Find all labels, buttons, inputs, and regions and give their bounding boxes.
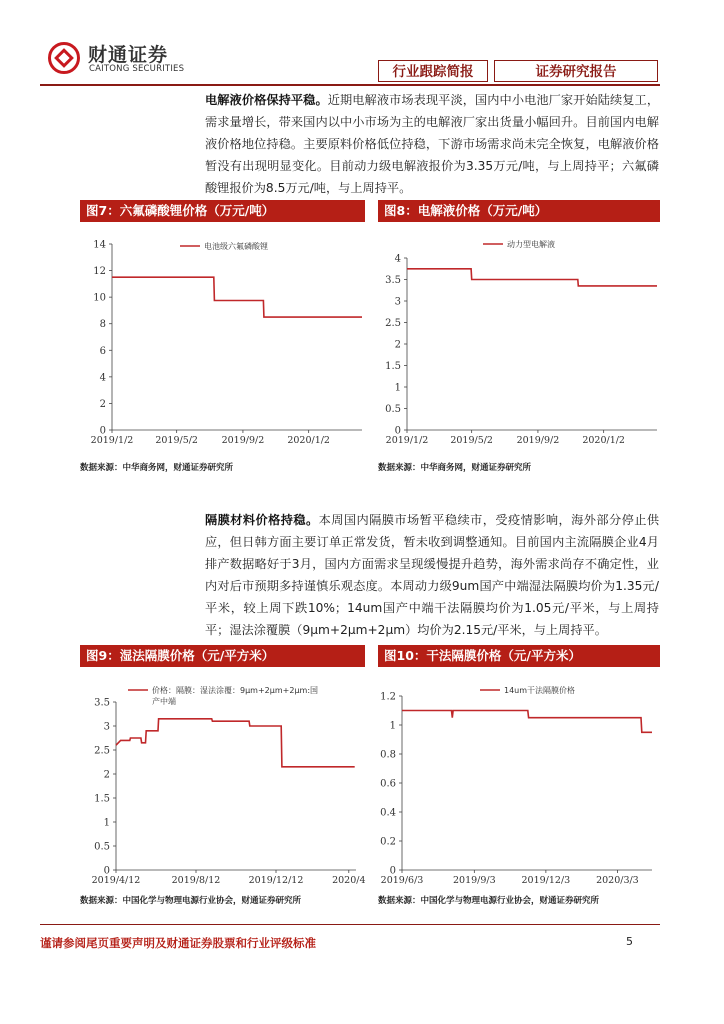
figure-8-title: 图8：电解液价格（万元/吨）	[378, 200, 660, 222]
y-tick-label: 2.5	[94, 745, 110, 757]
x-tick-label: 2019/9/2	[221, 435, 265, 446]
footer-disclaimer: 谨请参阅尾页重要声明及财通证券股票和行业评级标准	[40, 936, 316, 950]
x-tick-label: 2020/4	[332, 875, 366, 886]
paragraph-body: 近期电解液市场表现平淡，国内中小电池厂家开始陆续复工，需求量增长，带来国内以中小市场为主的电解液厂家出货量小幅回升。目前国内电解液价格地位持稳。主要原料价格低位持稳，下游市场需求尚未完全恢复，电解液价格暂没有出现明显变化。目前动力级电解液报价为3.35万元/吨，与上周持平；六氟磷酸锂报价为8.5万元/吨，与上周持平。	[205, 93, 660, 195]
y-tick-label: 1.2	[380, 691, 396, 703]
x-tick-label: 2019/5/2	[450, 435, 493, 446]
series-line	[402, 711, 652, 733]
y-tick-label: 0	[99, 425, 106, 437]
y-tick-label: 0.8	[380, 749, 396, 761]
y-tick-label: 6	[99, 345, 106, 357]
logo-icon	[48, 42, 80, 74]
x-tick-label: 2019/12/3	[521, 875, 571, 886]
x-tick-label: 2019/6/3	[380, 875, 424, 886]
figure-7-source: 数据来源：中华商务网，财通证券研究所	[80, 463, 234, 473]
x-tick-label: 2020/1/2	[287, 435, 330, 446]
y-tick-label: 3.5	[385, 275, 401, 286]
figure-8-source: 数据来源：中华商务网，财通证券研究所	[378, 463, 532, 473]
legend-label: 价格：隔膜：湿法涂覆：9μm+2μm+2μm:国产中端	[152, 686, 319, 706]
y-tick-label: 0	[394, 425, 401, 437]
series-line	[112, 277, 362, 317]
figure-9-chart	[80, 676, 370, 888]
y-tick-label: 1	[389, 720, 396, 732]
header-divider	[40, 84, 660, 86]
x-tick-label: 2019/5/2	[155, 435, 198, 446]
figure-9-title: 图9：湿法隔膜价格（元/平方米）	[80, 645, 365, 667]
report-type-tab: 行业跟踪简报	[378, 60, 488, 82]
y-tick-label: 0.5	[385, 404, 401, 415]
x-tick-label: 2019/4/12	[91, 875, 141, 886]
x-tick-label: 2019/1/2	[385, 435, 429, 446]
y-tick-label: 3.5	[94, 697, 110, 709]
x-tick-label: 2019/9/2	[516, 435, 560, 446]
page-number: 5	[626, 935, 633, 948]
y-tick-label: 8	[99, 319, 106, 331]
figure-10-chart	[372, 676, 662, 888]
y-tick-label: 3	[103, 721, 110, 733]
y-tick-label: 0	[389, 865, 396, 877]
y-tick-label: 14	[93, 239, 106, 251]
legend-label: 动力型电解液	[507, 240, 555, 249]
report-category-tab: 证券研究报告	[494, 60, 658, 82]
legend-label: 14um干法隔膜价格	[504, 686, 576, 695]
y-tick-label: 0.2	[380, 836, 396, 848]
paragraph-lead: 隔膜材料价格持稳。	[205, 513, 319, 527]
y-tick-label: 0.4	[380, 807, 396, 819]
figure-9-source: 数据来源：中国化学与物理电源行业协会，财通证券研究所	[80, 896, 302, 906]
logo-chinese-name: 财通证券	[88, 44, 169, 66]
y-tick-label: 1.5	[385, 361, 401, 372]
y-tick-label: 1	[103, 817, 110, 829]
x-tick-label: 2019/8/12	[171, 875, 221, 886]
y-tick-label: 2.5	[385, 318, 401, 329]
y-tick-label: 10	[93, 292, 106, 304]
x-tick-label: 2019/12/12	[248, 875, 304, 886]
y-tick-label: 4	[99, 372, 106, 384]
y-tick-label: 3	[394, 296, 401, 308]
y-tick-label: 1	[394, 382, 401, 394]
electrolyte-paragraph	[205, 89, 659, 199]
y-tick-label: 2	[99, 398, 106, 410]
footer-divider	[40, 924, 660, 925]
figure-10-source: 数据来源：中国化学与物理电源行业协会，财通证券研究所	[378, 896, 600, 906]
y-tick-label: 2	[103, 769, 110, 781]
y-tick-label: 1.5	[94, 793, 110, 805]
y-tick-label: 12	[93, 266, 106, 278]
figure-8-chart	[375, 236, 665, 446]
y-tick-label: 0.6	[380, 778, 396, 790]
legend-label: 电池级六氟磷酸锂	[204, 242, 268, 251]
figure-7-chart	[80, 236, 370, 446]
series-line	[116, 719, 355, 767]
x-tick-label: 2020/3/3	[596, 875, 639, 886]
y-tick-label: 2	[394, 339, 401, 351]
series-line	[407, 269, 657, 286]
y-tick-label: 0	[103, 865, 110, 877]
paragraph-lead: 电解液价格保持平稳。	[205, 93, 328, 107]
separator-paragraph	[205, 509, 659, 641]
paragraph-body: 本周国内隔膜市场暂平稳续市，受疫情影响，海外部分停止供应，但日韩方面主要订单正常发货，暂未收到调整通知。目前国内主流隔膜企业4月排产数据略好于3月，国内方面需求呈现缓慢提升趋势，海外需求尚存不确定性，业内对后市预期多持谨慎乐观态度。本周动力级9um国产中端湿法隔膜均价为1.35元/平米，较上周下跌10%；14um国产中端干法隔膜均价为1.05元/平米，与上周持平；湿法涂覆膜（9μm+2μm+2μm）均价为2.15元/平米，与上周持平。	[205, 513, 660, 637]
y-tick-label: 0.5	[94, 841, 110, 853]
y-tick-label: 4	[394, 253, 401, 265]
logo-english-name: CAITONG SECURITIES	[89, 64, 185, 74]
x-tick-label: 2019/9/3	[452, 875, 496, 886]
figure-7-title: 图7：六氟磷酸锂价格（万元/吨）	[80, 200, 365, 222]
company-logo	[42, 38, 192, 80]
x-tick-label: 2020/1/2	[582, 435, 625, 446]
figure-10-title: 图10：干法隔膜价格（元/平方米）	[378, 645, 660, 667]
x-tick-label: 2019/1/2	[90, 435, 134, 446]
